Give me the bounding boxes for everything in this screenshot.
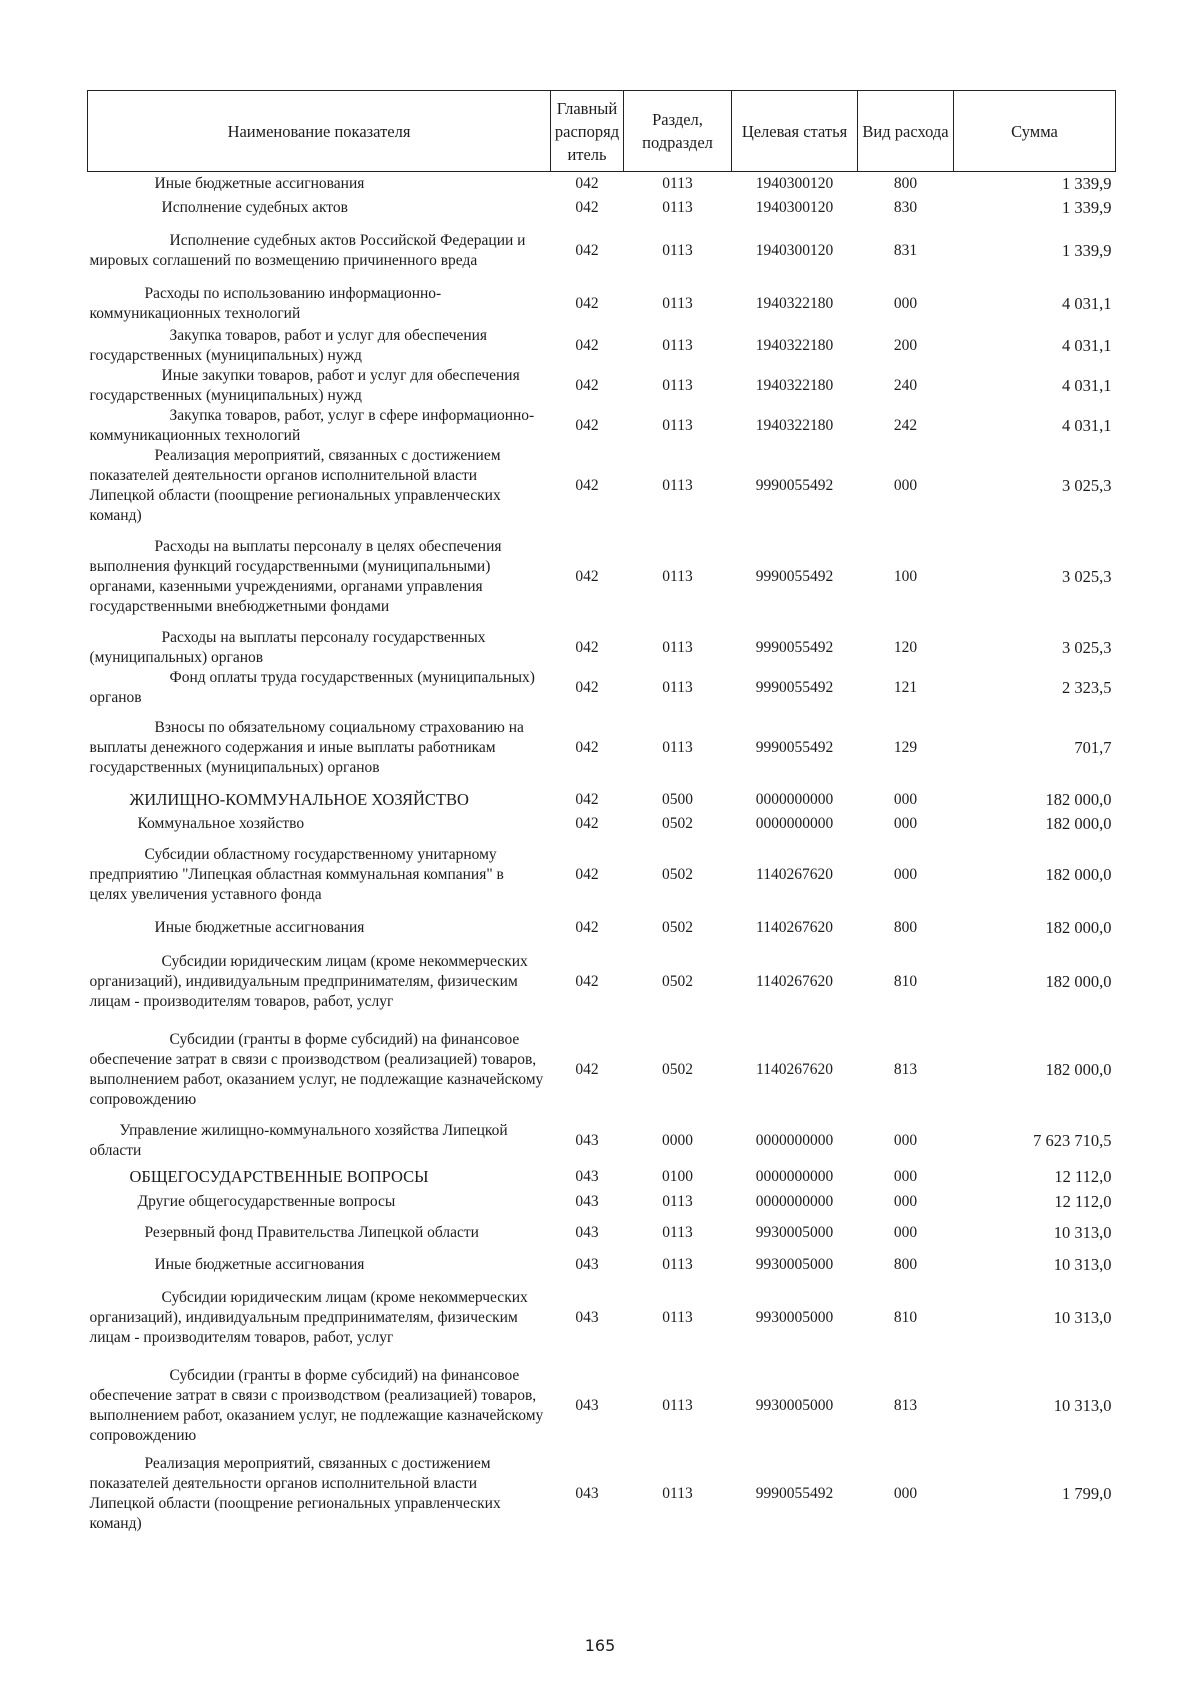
row-name: ЖИЛИЩНО-КОММУНАЛЬНОЕ ХОЗЯЙСТВО	[129, 789, 469, 809]
row-name: Реализация мероприятий, связанных с достижением показателей деятельности органов исполнительной власти Липецкой области (поощрение региональных управленческих команд)	[89, 1454, 501, 1532]
table-row	[88, 1358, 1116, 1454]
table-row	[88, 526, 1116, 628]
row-expense-type: 000	[893, 814, 918, 832]
row-sum: 701,7	[1074, 737, 1112, 757]
row-grbs: 042	[575, 865, 599, 883]
row-target-article: 9930005000	[755, 1223, 834, 1241]
table-row	[88, 1252, 1116, 1278]
row-name: Субсидии юридическим лицам (кроме некоммерческих организаций), индивидуальным предпринимателям, физическим лицам - производителям товаров, работ, услуг	[89, 952, 528, 1010]
header-sum: Сумма	[954, 91, 1116, 172]
row-grbs: 042	[575, 638, 599, 656]
row-name: Другие общегосударственные вопросы	[137, 1192, 396, 1210]
row-sum: 182 000,0	[1045, 813, 1112, 833]
row-name: Взносы по обязательному социальному страхованию на выплаты денежного содержания и иные выплаты работникам государственных (муниципальных) органов	[89, 718, 524, 776]
row-grbs: 042	[575, 678, 599, 696]
row-razdel: 0113	[662, 476, 693, 494]
row-sum: 12 112,0	[1054, 1166, 1112, 1186]
row-razdel: 0113	[662, 678, 693, 696]
row-razdel: 0113	[662, 738, 693, 756]
table-row	[88, 1278, 1116, 1358]
row-target-article: 1140267620	[756, 865, 833, 883]
row-name: Реализация мероприятий, связанных с достижением показателей деятельности органов исполнительной власти Липецкой области (поощрение региональных управленческих команд)	[89, 446, 501, 524]
row-target-article: 9990055492	[755, 476, 834, 494]
row-expense-type: 810	[893, 1308, 918, 1326]
table-row	[88, 628, 1116, 668]
row-name: Исполнение судебных актов Российской Федерации и мировых соглашений по возмещению причиненного вреда	[89, 231, 526, 269]
table-row	[88, 196, 1116, 220]
table-row	[88, 668, 1116, 708]
row-name: Коммунальное хозяйство	[137, 814, 305, 832]
row-grbs: 042	[575, 336, 599, 354]
row-grbs: 042	[575, 416, 599, 434]
row-name: Закупка товаров, работ и услуг для обеспечения государственных (муниципальных) нужд	[89, 326, 488, 364]
row-razdel: 0113	[662, 1192, 693, 1210]
row-sum: 10 313,0	[1053, 1222, 1112, 1242]
row-razdel: 0113	[662, 1484, 693, 1502]
row-name: Фонд оплаты труда государственных (муниципальных) органов	[89, 668, 535, 706]
row-razdel: 0113	[662, 336, 693, 354]
row-name: Иные закупки товаров, работ и услуг для обеспечения государственных (муниципальных) нужд	[89, 366, 520, 404]
row-sum: 3 025,3	[1062, 637, 1112, 657]
header-name: Наименование показателя	[88, 91, 551, 172]
row-sum: 1 339,9	[1062, 197, 1112, 217]
row-sum: 182 000,0	[1045, 789, 1112, 809]
table-header	[88, 91, 1116, 172]
row-sum: 4 031,1	[1062, 375, 1112, 395]
table-row	[88, 406, 1116, 446]
row-sum: 10 313,0	[1053, 1395, 1112, 1415]
table-row	[88, 788, 1116, 812]
row-grbs: 042	[575, 918, 599, 936]
table-row	[88, 836, 1116, 914]
row-grbs: 042	[575, 174, 599, 192]
row-name: Субсидии юридическим лицам (кроме некоммерческих организаций), индивидуальным предпринимателям, физическим лицам - производителям товаров, работ, услуг	[89, 1288, 528, 1346]
row-name: Иные бюджетные ассигнования	[154, 918, 365, 936]
row-name: Субсидии (гранты в форме субсидий) на финансовое обеспечение затрат в связи с производством (реализацией) товаров, выполнением работ, оказанием услуг, не подлежащие казначейскому сопровождению	[89, 1030, 544, 1108]
row-razdel: 0500	[662, 790, 693, 808]
row-sum: 4 031,1	[1062, 293, 1112, 313]
row-grbs: 042	[575, 738, 599, 756]
row-expense-type: 121	[893, 678, 918, 696]
header-expense-type: Вид расхода	[858, 91, 954, 172]
row-expense-type: 000	[893, 865, 918, 883]
row-expense-type: 830	[893, 198, 918, 216]
row-target-article: 0000000000	[755, 1131, 834, 1149]
row-name: ОБЩЕГОСУДАРСТВЕННЫЕ ВОПРОСЫ	[129, 1166, 429, 1186]
row-grbs: 042	[575, 814, 599, 832]
row-razdel: 0113	[662, 294, 693, 312]
row-grbs: 043	[575, 1223, 599, 1241]
row-target-article: 0000000000	[755, 1192, 834, 1210]
row-grbs: 042	[575, 376, 599, 394]
row-razdel: 0113	[662, 1223, 693, 1241]
row-target-article: 0000000000	[755, 790, 834, 808]
row-grbs: 043	[575, 1255, 599, 1273]
row-razdel: 0502	[662, 918, 693, 936]
table-row	[88, 1190, 1116, 1214]
row-sum: 10 313,0	[1053, 1254, 1112, 1274]
row-expense-type: 800	[893, 1255, 918, 1273]
row-razdel: 0502	[662, 1060, 693, 1078]
row-expense-type: 810	[893, 972, 918, 990]
row-grbs: 043	[575, 1308, 599, 1326]
header-razdel: Раздел, подраздел	[624, 91, 732, 172]
table-row	[88, 914, 1116, 942]
row-target-article: 1940322180	[755, 416, 834, 434]
row-razdel: 0502	[662, 865, 693, 883]
row-razdel: 0113	[662, 376, 693, 394]
row-sum: 4 031,1	[1062, 335, 1112, 355]
row-target-article: 9990055492	[755, 678, 834, 696]
row-sum: 12 112,0	[1054, 1191, 1112, 1211]
row-sum: 182 000,0	[1045, 864, 1112, 884]
table-row	[88, 366, 1116, 406]
table-row	[88, 282, 1116, 326]
table-row	[88, 812, 1116, 836]
table-row	[88, 1214, 1116, 1252]
row-razdel: 0000	[662, 1131, 693, 1149]
row-grbs: 042	[575, 972, 599, 990]
row-target-article: 9990055492	[755, 738, 834, 756]
page-number: 165	[584, 1636, 616, 1655]
row-target-article: 1940322180	[755, 376, 834, 394]
row-razdel: 0502	[662, 972, 693, 990]
row-razdel: 0100	[662, 1167, 693, 1185]
row-grbs: 043	[575, 1131, 599, 1149]
header-grbs: Главный распоряд итель	[551, 91, 624, 172]
row-sum: 7 623 710,5	[1033, 1130, 1112, 1150]
row-target-article: 0000000000	[755, 814, 834, 832]
row-expense-type: 000	[893, 1131, 918, 1149]
row-grbs: 043	[575, 1167, 599, 1185]
row-expense-type: 800	[893, 918, 918, 936]
table-body	[88, 172, 1116, 1534]
row-target-article: 1140267620	[756, 1060, 833, 1078]
row-target-article: 1140267620	[756, 972, 833, 990]
row-expense-type: 242	[893, 416, 918, 434]
row-grbs: 042	[575, 567, 599, 585]
row-sum: 182 000,0	[1045, 917, 1112, 937]
row-name: Иные бюджетные ассигнования	[154, 174, 365, 192]
row-target-article: 9930005000	[755, 1255, 834, 1273]
budget-table	[87, 90, 1116, 1534]
row-grbs: 042	[575, 476, 599, 494]
row-grbs: 042	[575, 294, 599, 312]
row-name: Расходы на выплаты персоналу в целях обеспечения выполнения функций государственными (муниципальными) органами, казенными учреждениями, органами управления государственными внебюджетными фондами	[89, 537, 502, 615]
row-grbs: 043	[575, 1192, 599, 1210]
row-name: Расходы на выплаты персоналу государственных (муниципальных) органов	[89, 628, 486, 666]
row-target-article: 1940322180	[755, 294, 834, 312]
row-target-article: 9930005000	[755, 1308, 834, 1326]
row-razdel: 0113	[662, 567, 693, 585]
table-row	[88, 326, 1116, 366]
row-expense-type: 800	[893, 174, 918, 192]
row-expense-type: 000	[893, 476, 918, 494]
row-grbs: 042	[575, 198, 599, 216]
row-expense-type: 120	[893, 638, 918, 656]
row-name: Управление жилищно-коммунального хозяйства Липецкой области	[89, 1121, 508, 1159]
row-razdel: 0113	[662, 198, 693, 216]
row-name: Субсидии (гранты в форме субсидий) на финансовое обеспечение затрат в связи с производством (реализацией) товаров, выполнением работ, оказанием услуг, не подлежащие казначейскому сопровождению	[89, 1366, 544, 1444]
row-grbs: 043	[575, 1484, 599, 1502]
row-target-article: 1940322180	[755, 336, 834, 354]
row-sum: 182 000,0	[1045, 971, 1112, 991]
row-sum: 1 799,0	[1062, 1483, 1112, 1503]
row-target-article: 9990055492	[755, 638, 834, 656]
row-expense-type: 240	[893, 376, 918, 394]
row-sum: 4 031,1	[1062, 415, 1112, 435]
row-expense-type: 000	[893, 1223, 918, 1241]
row-expense-type: 000	[893, 790, 918, 808]
row-razdel: 0113	[662, 416, 693, 434]
table-row	[88, 1164, 1116, 1190]
row-razdel: 0113	[662, 1396, 693, 1414]
table-row	[88, 1118, 1116, 1164]
table-row	[88, 446, 1116, 526]
row-sum: 1 339,9	[1062, 173, 1112, 193]
row-name: Исполнение судебных актов	[161, 198, 348, 216]
row-target-article: 9930005000	[755, 1396, 834, 1414]
table-row	[88, 708, 1116, 788]
table-row	[88, 172, 1116, 196]
header-target-article: Целевая статья	[732, 91, 858, 172]
row-target-article: 1940300120	[755, 198, 834, 216]
row-expense-type: 000	[893, 1484, 918, 1502]
row-sum: 10 313,0	[1053, 1307, 1112, 1327]
row-name: Закупка товаров, работ, услуг в сфере информационно-коммуникационных технологий	[89, 406, 535, 444]
row-name: Резервный фонд Правительства Липецкой области	[144, 1223, 479, 1241]
row-grbs: 042	[575, 1060, 599, 1078]
row-grbs: 043	[575, 1396, 599, 1414]
row-sum: 3 025,3	[1062, 566, 1112, 586]
row-sum: 1 339,9	[1062, 240, 1112, 260]
row-sum: 2 323,5	[1062, 677, 1112, 697]
row-grbs: 042	[575, 790, 599, 808]
row-razdel: 0113	[662, 174, 693, 192]
table-row	[88, 942, 1116, 1022]
row-expense-type: 000	[893, 1192, 918, 1210]
row-expense-type: 831	[893, 241, 918, 259]
row-razdel: 0113	[662, 638, 693, 656]
row-razdel: 0502	[662, 814, 693, 832]
row-name: Расходы по использованию информационно-коммуникационных технологий	[89, 284, 442, 322]
row-target-article: 1940300120	[755, 174, 834, 192]
row-sum: 3 025,3	[1062, 475, 1112, 495]
row-grbs: 042	[575, 241, 599, 259]
row-razdel: 0113	[662, 241, 693, 259]
row-target-article: 9990055492	[755, 1484, 834, 1502]
row-razdel: 0113	[662, 1255, 693, 1273]
row-expense-type: 813	[893, 1396, 918, 1414]
row-expense-type: 129	[893, 738, 918, 756]
table-row	[88, 1454, 1116, 1534]
row-name: Иные бюджетные ассигнования	[154, 1255, 365, 1273]
row-target-article: 9990055492	[755, 567, 834, 585]
row-expense-type: 200	[893, 336, 918, 354]
table-row	[88, 1022, 1116, 1118]
row-expense-type: 100	[893, 567, 918, 585]
row-razdel: 0113	[662, 1308, 693, 1326]
row-sum: 182 000,0	[1045, 1059, 1112, 1079]
row-expense-type: 813	[893, 1060, 918, 1078]
row-target-article: 1140267620	[756, 918, 833, 936]
table-row	[88, 220, 1116, 282]
row-target-article: 0000000000	[755, 1167, 834, 1185]
row-name: Субсидии областному государственному унитарному предприятию "Липецкая областная коммунальная компания" в целях увеличения уставного фонда	[89, 845, 504, 903]
row-target-article: 1940300120	[755, 241, 834, 259]
row-expense-type: 000	[893, 1167, 918, 1185]
row-expense-type: 000	[893, 294, 918, 312]
